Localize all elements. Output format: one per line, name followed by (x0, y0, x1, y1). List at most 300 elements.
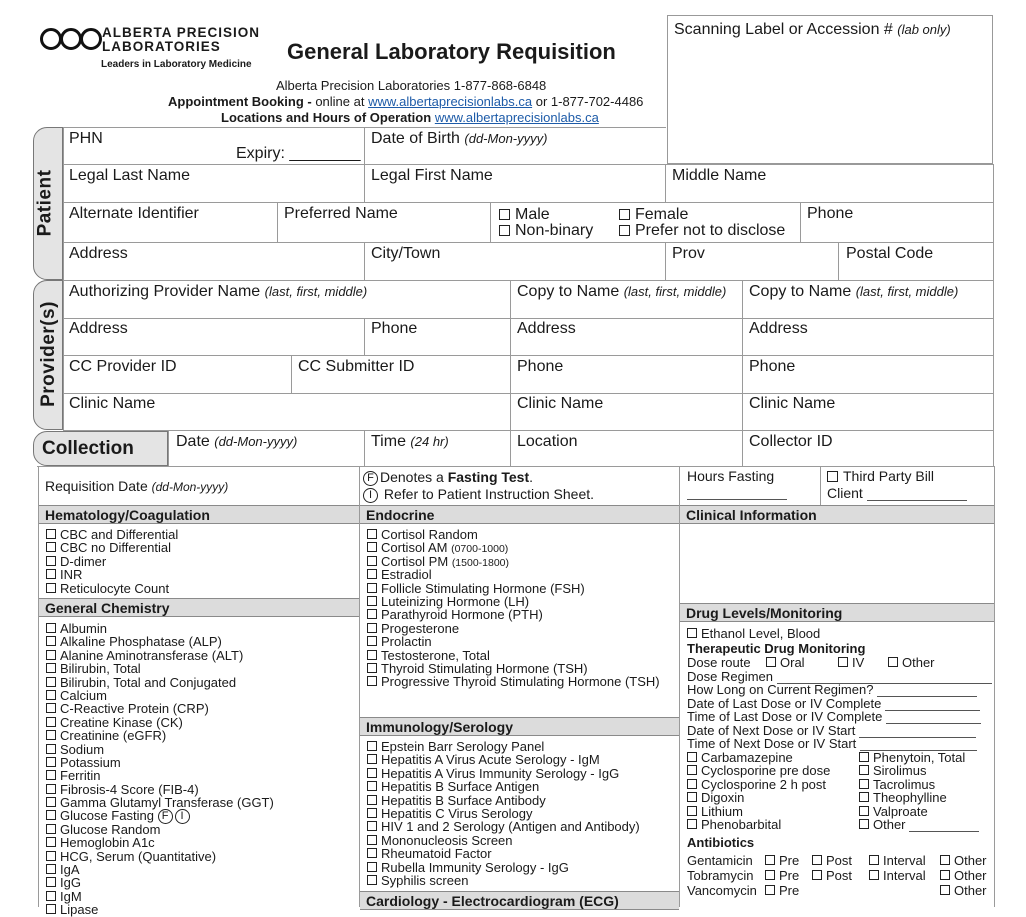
test-label: Epstein Barr Serology Panel (381, 739, 545, 754)
appointment-label: Appointment Booking - (168, 94, 312, 109)
test-checkbox[interactable] (367, 874, 640, 887)
authorizing-provider-field[interactable] (69, 283, 367, 301)
immunology-header: Immunology/Serology (360, 717, 679, 736)
test-label: Hepatitis B Surface Antigen (381, 779, 540, 795)
checkbox-icon (46, 636, 56, 646)
antibiotic-drug: Gentamicin (687, 853, 753, 868)
test-label: Lipase (60, 902, 99, 917)
checkbox-icon (827, 471, 838, 482)
test-checkbox[interactable] (367, 582, 660, 595)
test-checkbox[interactable] (46, 635, 274, 648)
test-label: Luteinizing Hormone (LH) (381, 593, 530, 609)
checkbox-icon (46, 690, 56, 700)
antibiotic-row (687, 883, 992, 898)
test-checkbox[interactable] (367, 807, 640, 820)
checkbox-icon (766, 657, 776, 667)
test-label: Cortisol AM (381, 540, 448, 556)
clinic-name-field[interactable]: Clinic Name (69, 395, 156, 412)
collection-time-label: Time (371, 433, 406, 450)
test-checkbox[interactable] (46, 702, 274, 715)
drug-checkbox[interactable] (859, 818, 979, 831)
checkbox-icon (367, 875, 377, 885)
cc-submitter-id-field[interactable]: CC Submitter ID (298, 358, 415, 375)
checkbox-icon (46, 663, 56, 673)
checkbox-icon (46, 730, 56, 740)
hours-fasting-blank (687, 488, 787, 500)
providers-tab-label: Provider(s) (37, 301, 59, 407)
drug-checkbox[interactable] (687, 778, 830, 791)
fasting-legend-text: Denotes a (380, 469, 448, 485)
test-checkbox[interactable] (367, 635, 660, 648)
test-checkbox[interactable] (46, 729, 274, 742)
dob-text: Date of Birth (371, 130, 460, 147)
antibiotic-pre-checkbox[interactable] (765, 853, 799, 868)
test-checkbox[interactable] (367, 861, 640, 874)
test-checkbox[interactable] (367, 528, 660, 541)
legal-first-name-field[interactable]: Legal First Name (371, 167, 493, 184)
test-checkbox[interactable] (46, 836, 274, 849)
test-checkbox[interactable] (46, 823, 274, 836)
org-tagline: Leaders in Laboratory Medicine (101, 59, 252, 70)
test-checkbox[interactable] (367, 662, 660, 675)
ethanol-label: Ethanol Level, Blood (701, 626, 821, 641)
phn-label[interactable]: PHN (69, 130, 103, 147)
checkbox-icon (367, 583, 377, 593)
female-label: Female (635, 206, 689, 223)
page-title: General Laboratory Requisition (287, 39, 616, 64)
pre-label: Pre (779, 853, 800, 868)
route-other-checkbox[interactable] (888, 655, 935, 670)
pre-label: Pre (779, 868, 800, 883)
checkbox-icon (687, 819, 697, 829)
checkbox-icon (367, 650, 377, 660)
antibiotic-drug: Tobramycin (687, 868, 754, 883)
test-checkbox[interactable] (367, 780, 640, 793)
male-label: Male (515, 206, 550, 223)
hours-fasting-field[interactable] (687, 468, 787, 500)
drug-checkbox[interactable] (687, 791, 830, 804)
test-label: Alkaline Phosphatase (ALP) (60, 634, 222, 650)
checkbox-icon (46, 542, 56, 552)
checkbox-icon (499, 209, 510, 220)
next-dose-time-label: Time of Next Dose or IV Start (687, 736, 857, 751)
copy1-clinic-field[interactable]: Clinic Name (517, 395, 604, 412)
collection-tab-label: Collection (42, 438, 134, 459)
fasting-legend-bold: Fasting Test (447, 469, 530, 485)
next-dose-date-field[interactable] (687, 723, 987, 737)
drug-label: Lithium (701, 803, 743, 819)
checkbox-icon (859, 765, 869, 775)
test-checkbox[interactable] (367, 649, 660, 662)
drug-checkbox[interactable] (859, 764, 979, 777)
checkbox-icon (367, 862, 377, 872)
regimen-duration-label: How Long on Current Regimen? (687, 682, 874, 697)
checkbox-icon (367, 741, 377, 751)
checkbox-icon (765, 855, 775, 865)
test-checkbox[interactable] (367, 568, 660, 581)
checkbox-icon (46, 770, 56, 780)
instruction-icon: I (363, 488, 378, 503)
drug-levels-section (687, 626, 987, 750)
test-checkbox[interactable] (367, 555, 660, 568)
appointment-phone: or 1-877-702-4486 (532, 94, 644, 109)
gender-prefer-not-checkbox[interactable] (619, 222, 785, 240)
test-checkbox[interactable] (367, 847, 640, 860)
checkbox-icon (687, 765, 697, 775)
collection-date-field[interactable] (176, 433, 297, 451)
test-checkbox[interactable] (46, 528, 178, 541)
checkbox-icon (46, 891, 56, 901)
checkbox-icon (367, 623, 377, 633)
checkbox-icon (859, 819, 869, 829)
post-label: Post (826, 868, 853, 883)
test-checkbox[interactable] (46, 850, 274, 863)
preferred-name-field[interactable]: Preferred Name (284, 205, 398, 222)
test-checkbox[interactable] (367, 820, 640, 833)
checkbox-icon (46, 904, 56, 914)
test-checkbox[interactable] (46, 769, 274, 782)
test-label: Rheumatoid Factor (381, 846, 492, 862)
copy2-phone-field[interactable]: Phone (749, 358, 796, 375)
test-label: Bilirubin, Total (60, 661, 141, 677)
test-label: C-Reactive Protein (CRP) (60, 701, 209, 717)
test-label: Calcium (60, 687, 107, 703)
interval-label: Interval (883, 853, 926, 868)
test-checkbox[interactable] (46, 662, 274, 675)
last-dose-time-label: Time of Last Dose or IV Complete (687, 709, 883, 724)
last-dose-time-field[interactable] (687, 709, 987, 723)
collector-id-field[interactable]: Collector ID (749, 433, 833, 450)
cardiology-header: Cardiology - Electrocardiogram (ECG) (360, 891, 679, 910)
checkbox-icon (888, 657, 898, 667)
test-label: Hepatitis A Virus Immunity Serology - IgG (381, 765, 620, 781)
antibiotic-interval-checkbox[interactable] (869, 853, 926, 868)
cortisol-pm-window: (1500-1800) (451, 556, 510, 569)
test-checkbox[interactable] (367, 767, 640, 780)
test-checkbox[interactable] (367, 834, 640, 847)
test-label: Glucose Random (60, 821, 161, 837)
regimen-duration-field[interactable] (687, 682, 987, 696)
checkbox-icon (367, 542, 377, 552)
checkbox-icon (46, 703, 56, 713)
last-dose-date-label: Date of Last Dose or IV Complete (687, 695, 882, 711)
endocrine-header: Endocrine (360, 505, 679, 524)
test-label: Potassium (60, 754, 121, 770)
test-label: Glucose Fasting (60, 808, 154, 824)
checkbox-icon (859, 779, 869, 789)
next-dose-time-field[interactable] (687, 736, 987, 750)
other-label: Other (954, 853, 987, 868)
drug-label: Tacrolimus (873, 776, 936, 792)
checkbox-icon (367, 808, 377, 818)
drug-checkbox[interactable] (859, 791, 979, 804)
copy1-address-field[interactable]: Address (517, 320, 576, 337)
test-label: Gamma Glutamyl Transferase (GGT) (60, 795, 274, 811)
appointment-link[interactable]: www.albertaprecisionlabs.ca (368, 94, 533, 109)
instruction-icon: I (175, 809, 190, 824)
scanning-label: Scanning Label or Accession # (674, 21, 893, 38)
drug-label: Phenytoin, Total (873, 750, 966, 765)
dose-route-row (687, 655, 987, 669)
test-label: Parathyroid Hormone (PTH) (381, 607, 543, 623)
copy-to-name-field-1[interactable] (517, 283, 726, 301)
fasting-icon: F (158, 809, 173, 824)
legal-last-name-field[interactable]: Legal Last Name (69, 167, 190, 184)
test-checkbox[interactable] (367, 675, 660, 688)
checkbox-icon (499, 225, 510, 236)
collection-time-field[interactable] (371, 433, 449, 451)
test-checkbox[interactable] (46, 649, 274, 662)
antibiotic-pre-checkbox[interactable] (765, 883, 799, 898)
locations-link[interactable]: www.albertaprecisionlabs.ca (434, 110, 599, 125)
requisition-date-label: Requisition Date (45, 478, 148, 494)
checkbox-icon (812, 855, 822, 865)
antibiotic-post-checkbox[interactable] (812, 868, 852, 883)
test-checkbox[interactable] (367, 595, 660, 608)
test-checkbox[interactable] (46, 756, 274, 769)
test-checkbox[interactable] (46, 689, 274, 702)
name-format: (last, first, middle) (264, 284, 368, 299)
test-label: Thyroid Stimulating Hormone (TSH) (381, 660, 588, 676)
dob-format: (dd-Mon-yyyy) (464, 131, 548, 146)
antibiotic-other-checkbox[interactable] (940, 853, 987, 868)
test-label: IgG (60, 875, 81, 891)
checkbox-icon (869, 870, 879, 880)
test-label: HIV 1 and 2 Serology (Antigen and Antibody) (381, 819, 640, 835)
drug-label: Valproate (873, 803, 928, 819)
test-label: Sodium (60, 741, 105, 757)
checkbox-icon (367, 835, 377, 845)
checkbox-icon (46, 864, 56, 874)
city-field[interactable]: City/Town (371, 245, 441, 262)
interval-label: Interval (883, 868, 926, 883)
checkbox-icon (940, 870, 950, 880)
copy2-clinic-field[interactable]: Clinic Name (749, 395, 836, 412)
clinical-info-textarea[interactable] (681, 525, 993, 603)
test-checkbox[interactable] (46, 622, 274, 635)
test-label: Reticulocyte Count (60, 580, 170, 596)
checkbox-icon (46, 877, 56, 887)
immunology-list (367, 740, 640, 887)
checkbox-icon (367, 609, 377, 619)
alternate-identifier-field[interactable]: Alternate Identifier (69, 205, 199, 222)
postal-code-field[interactable]: Postal Code (846, 245, 934, 262)
client-field[interactable] (827, 485, 967, 501)
test-checkbox[interactable] (46, 555, 178, 568)
antibiotic-pre-checkbox[interactable] (765, 868, 799, 883)
checkbox-icon (46, 837, 56, 847)
third-party-bill-checkbox[interactable] (827, 468, 934, 484)
test-label: IgM (60, 888, 82, 904)
pre-label: Pre (779, 883, 800, 898)
patient-address-field[interactable]: Address (69, 245, 128, 262)
checkbox-icon (367, 848, 377, 858)
test-label: IgA (60, 862, 80, 878)
test-checkbox[interactable] (46, 743, 274, 756)
checkbox-icon (46, 744, 56, 754)
patient-tab-label: Patient (34, 169, 56, 237)
provider-phone-field[interactable]: Phone (371, 320, 418, 337)
gender-nonbinary-checkbox[interactable] (499, 222, 593, 240)
appointment-text: online at (311, 94, 369, 109)
test-checkbox[interactable] (367, 753, 640, 766)
checkbox-icon (367, 821, 377, 831)
checkbox-icon (859, 752, 869, 762)
test-label: Bilirubin, Total and Conjugated (60, 674, 237, 690)
test-checkbox[interactable] (367, 740, 640, 753)
test-label: Cortisol Random (381, 527, 478, 542)
route-iv-checkbox[interactable] (838, 655, 864, 670)
test-label: HCG, Serum (Quantitative) (60, 848, 217, 864)
next-dose-date-label: Date of Next Dose or IV Start (687, 722, 856, 738)
test-label: Albumin (60, 621, 107, 636)
drug-checkbox[interactable] (687, 805, 830, 818)
checkbox-icon (687, 792, 697, 802)
drug-checkbox[interactable] (859, 751, 979, 764)
checkbox-icon (46, 529, 56, 539)
endocrine-list (367, 528, 660, 689)
drug-checkbox[interactable] (687, 751, 830, 764)
checkbox-icon (367, 795, 377, 805)
contact-line: Alberta Precision Laboratories 1-877-868-6848 (276, 78, 547, 93)
clinical-info-header: Clinical Information (680, 505, 994, 524)
checkbox-icon (46, 677, 56, 687)
test-label: INR (60, 567, 83, 583)
test-checkbox[interactable] (46, 582, 178, 595)
test-label: Testosterone, Total (381, 647, 490, 663)
test-checkbox[interactable] (46, 541, 178, 554)
cc-provider-id-field[interactable]: CC Provider ID (69, 358, 177, 375)
test-checkbox[interactable] (46, 568, 178, 581)
chemistry-list (46, 622, 274, 917)
antibiotic-interval-checkbox[interactable] (869, 868, 926, 883)
test-checkbox[interactable] (46, 796, 274, 809)
copy-to-label: Copy to Name (517, 283, 620, 300)
test-checkbox[interactable] (367, 608, 660, 621)
checkbox-icon (367, 529, 377, 539)
checkbox-icon (367, 569, 377, 579)
collection-date-format: (dd-Mon-yyyy) (214, 434, 298, 449)
checkbox-icon (687, 752, 697, 762)
ethanol-checkbox[interactable] (687, 626, 987, 640)
checkbox-icon (940, 855, 950, 865)
drug-label: Theophylline (873, 790, 947, 806)
dob-label[interactable] (371, 130, 547, 148)
test-checkbox[interactable] (367, 622, 660, 635)
test-checkbox[interactable] (46, 676, 274, 689)
route-other-label: Other (902, 655, 935, 670)
test-label: Progesterone (381, 620, 460, 636)
test-checkbox[interactable] (367, 794, 640, 807)
drug-checkbox[interactable] (687, 818, 830, 831)
drug-label: Digoxin (701, 790, 745, 806)
collection-location-field[interactable]: Location (517, 433, 578, 450)
drug-label: Phenobarbital (701, 816, 782, 832)
route-oral-checkbox[interactable] (766, 655, 805, 670)
test-checkbox[interactable] (46, 903, 274, 916)
test-label: Syphilis screen (381, 872, 469, 888)
province-field[interactable]: Prov (672, 245, 705, 262)
instruction-legend-text: Refer to Patient Instruction Sheet. (383, 486, 595, 502)
antibiotic-post-checkbox[interactable] (812, 853, 852, 868)
checkbox-icon (46, 717, 56, 727)
checkbox-icon (687, 628, 697, 638)
cortisol-am-window: (0700-1000) (451, 543, 509, 556)
antibiotic-drug: Vancomycin (687, 883, 757, 898)
checkbox-icon (859, 792, 869, 802)
test-checkbox[interactable] (46, 716, 274, 729)
checkbox-icon (367, 754, 377, 764)
test-label: Mononucleosis Screen (381, 832, 513, 848)
antibiotic-other-checkbox[interactable] (940, 883, 987, 898)
copy2-address-field[interactable]: Address (749, 320, 808, 337)
checkbox-icon (46, 810, 56, 820)
test-checkbox[interactable] (46, 809, 274, 822)
checkbox-icon (687, 806, 697, 816)
tdm-heading: Therapeutic Drug Monitoring (687, 641, 866, 656)
checkbox-icon (367, 636, 377, 646)
antibiotic-row (687, 868, 992, 883)
test-checkbox[interactable] (46, 876, 274, 889)
checkbox-icon (765, 870, 775, 880)
copy-to-name-field-2[interactable] (749, 283, 958, 301)
test-checkbox[interactable] (46, 890, 274, 903)
checkbox-icon (812, 870, 822, 880)
drug-list-right (859, 751, 979, 831)
checkbox-icon (46, 824, 56, 834)
checkbox-icon (46, 797, 56, 807)
drug-checkbox[interactable] (859, 805, 979, 818)
test-checkbox[interactable] (46, 863, 274, 876)
test-label: Hepatitis A Virus Acute Serology - IgM (381, 752, 600, 768)
checkbox-icon (367, 768, 377, 778)
checkbox-icon (46, 784, 56, 794)
prefer-not-label: Prefer not to disclose (635, 222, 786, 239)
copy1-phone-field[interactable]: Phone (517, 358, 564, 375)
route-iv-label: IV (852, 655, 865, 670)
checkbox-icon (765, 885, 775, 895)
dose-regimen-field[interactable] (687, 669, 987, 683)
hours-fasting-label: Hours Fasting (687, 468, 775, 484)
patient-phone-field[interactable]: Phone (807, 205, 854, 222)
middle-name-field[interactable]: Middle Name (672, 167, 767, 184)
checkbox-icon (46, 623, 56, 633)
checkbox-icon (619, 209, 630, 220)
other-label: Other (954, 868, 987, 883)
chemistry-header: General Chemistry (39, 598, 359, 617)
checkbox-icon (940, 885, 950, 895)
post-label: Post (826, 853, 853, 868)
expiry-label[interactable]: Expiry: ________ (236, 145, 361, 162)
drug-checkbox[interactable] (687, 764, 830, 777)
copy-to-label: Copy to Name (749, 283, 852, 300)
test-label: Alanine Aminotransferase (ALT) (60, 647, 244, 663)
test-label: D-dimer (60, 553, 107, 569)
drug-checkbox[interactable] (859, 778, 979, 791)
provider-address-field[interactable]: Address (69, 320, 128, 337)
requisition-date-field[interactable] (45, 478, 228, 494)
checkbox-icon (367, 556, 377, 566)
test-checkbox[interactable] (367, 541, 660, 554)
last-dose-date-field[interactable] (687, 696, 987, 710)
antibiotics-heading: Antibiotics (687, 835, 755, 850)
other-label: Other (954, 883, 987, 898)
test-label: CBC and Differential (60, 527, 179, 542)
test-checkbox[interactable] (46, 783, 274, 796)
antibiotic-other-checkbox[interactable] (940, 868, 987, 883)
drug-label: Other (873, 816, 906, 832)
fasting-icon: F (363, 471, 378, 486)
